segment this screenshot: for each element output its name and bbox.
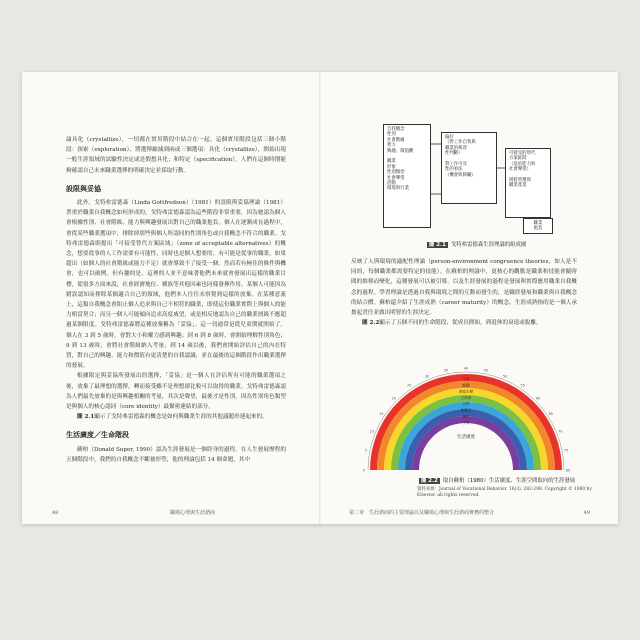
right-para-1: 反映了人與環境的適配性理論（person-environment congruence theories，如人是不同的，每個職業都需要特定的技能）。在蘇柏的理論中，更核心的觀點是職業和技能會隨時間的推移而變化，這種發展可以被引導，以及生涯發展的過程是發展與實際應用職業自我概念的過程。學習理論是透過自我與環境之間的互動而發生的，是職涯發展和職業與自我概念的結合體。蘇柏還介紹了生涯成熟（career maturity）的概念。生涯成熟指的是一個人承擔起責任並做出明智的生涯決定。 xyxy=(351,259,577,317)
self-concept-box: 自我概念 性別 社會階級 智力 興趣、價值觀 職業 形象 性別類型 社會聲望 活動 環境與行業 xyxy=(383,124,431,228)
left-para-5: 蘇柏（Donald Super, 1990）認為生涯發展是一個終身的過程，在人生發展歷程的五個階段中，我們的自我概念不斷被形塑，他的理論包括 14 個命題，其中 xyxy=(66,446,286,463)
age-tick-label: 30 xyxy=(424,374,430,379)
age-tick-label: 80 xyxy=(565,468,571,473)
age-tick-label: 15 xyxy=(379,411,384,416)
figure-2-2-source: 資料來源：Journal of Vocational Behavior, 16(3), 282-298. Copyright © 1980 by Elsevier, all rights reserved. xyxy=(417,487,592,498)
age-tick-label: 75 xyxy=(563,448,569,453)
age-tick-label: 70 xyxy=(558,429,563,434)
age-tick-label: 10 xyxy=(369,429,374,434)
figure-2-2-label: 圖 2.2 xyxy=(421,478,438,484)
right-running-head: 第二章 生涯諮商的主要理論以及職場心理與生涯諮商實務的整合 xyxy=(349,510,495,516)
right-para-2 xyxy=(351,318,577,328)
left-para-4-text: 顯示了戈特弗雷德森的概念是如何與職業生涯的其他議題串連起來的。 xyxy=(94,414,268,421)
figure-2-2-caption xyxy=(419,476,575,484)
figure-2-2-caption-text: 取自蘇柏（1980）生活廣度、生涯空間取向的生涯發展 xyxy=(442,478,576,484)
preferences-box: 偏好 （對工作自我與 職業的相容 性判斷） 對工作可及 性的看法 （機會與障礙） xyxy=(441,132,497,204)
role-label: 家庭主婦 xyxy=(458,389,474,394)
figure-2-1-label: 圖 2.1 xyxy=(429,242,446,248)
figure-ref-2-1[interactable]: 圖 2.1 xyxy=(77,414,95,421)
left-para-2: 此外，戈特弗雷德森（Linda Gottfredson）（1981）的設限與妥協理論（1981）著重於職業自我概念如何形成的。戈特弗雷德森認為這些階段非常重要，因為她認為個人會根據性別、社會階級、能力與興趣發展出對自己的職業抱負。個人在逐漸成長過程中，會從某些職業選項中，排除掉那些與個人所認同的性別角色或自我概念不符合的職業。戈特弗雷德森則提出「可接受替代方案區域」（zone of acceptable alternatives）的概念，想要從事的人工作需要有可能性，同時也是個人想要的、有可能是從事的職業，如果超出（如個人的社會階級或能力不足）就會導致不了接受一個。然而若有極佳的條件與機會，也可以破例。但有趣的是，這裡的人並不意味著他們未來就會發展出這樣的職業目標，從很多方面來說，社會經濟地位、種族等其他因素也同樣發揮作用。某個人可能因為錯誤認知而排除某個適合自己的領域，他們本人往往未察覺到這樣的放棄。在某種意義上，這類自我概念會阻止個人追求與自己不相符的職業，即使這份職業實際上與個人的能力相當契合；而另一個人可能傾向追求高度威望，或是相反地認為自己的職業層級不應超過某個限度。戈特弗雷德森將這種放棄稱為「妥協」。這一切通常是從兒童期就開始了。個人在 3 到 5 歲時，會對大小和權力感到興趣；到 6 到 8 歲時，會開始理解性別角色；9 到 13 歲時，會將社會階級納入考量；到 14 歲以後，我們會開始評估自己的內在特質，對自己的興趣、能力和價值有更清楚的自我認識，並在最後的這個階段作出職業選擇的發展。 xyxy=(66,200,286,370)
figure-ref-2-2[interactable]: 圖 2.2 xyxy=(362,320,380,327)
role-label: 工作者 xyxy=(460,395,472,400)
role-label: 父母 xyxy=(462,377,470,381)
role-label: 子女 xyxy=(462,421,470,426)
right-para-2-text: 顯示了五個不同的生命階段，從成長開始，到退休的衰退或脫離。 xyxy=(379,320,542,327)
age-tick-label: 40 xyxy=(463,366,469,371)
role-label: 學生 xyxy=(462,414,470,419)
age-tick-label: 25 xyxy=(407,383,412,388)
alternatives-box: 可接受的替代 方案區間 （基於能力與 社會聲望） 則將替選與 職業產業 xyxy=(505,148,551,218)
figure-2-1-caption xyxy=(427,240,526,248)
figure-2-1-arrows xyxy=(383,124,573,236)
right-folio-number: 49 xyxy=(583,510,590,516)
age-tick-label: 50 xyxy=(502,374,508,379)
age-tick-label: 65 xyxy=(548,411,553,416)
left-page-body xyxy=(66,135,286,465)
age-tick-label: 35 xyxy=(443,368,449,373)
age-tick-label: 45 xyxy=(483,368,489,373)
role-label: 休閒者 xyxy=(460,408,472,413)
figure-2-2-rainbow xyxy=(361,366,571,474)
age-tick-label: 55 xyxy=(520,383,525,388)
left-para-1: 論具化（crystallize），一切都在實用階段中結合在一起。這個實用階段包括三個小階段：探索（exploration）、將選擇縮減到兩或三個選項：具化（crystallize），開始出現一般生涯領域的試驗性決定或是假想具化；和特定（specification），人們在這個時期能夠確認自己未來職業選擇的明確決定並採取行動。 xyxy=(66,137,286,174)
age-tick-label: 20 xyxy=(391,396,397,401)
heading-limits-compromise: 設限與妥協 xyxy=(66,184,101,193)
age-tick-label: 0 xyxy=(362,468,366,473)
age-tick-label: 60 xyxy=(535,396,541,401)
role-label: 公民 xyxy=(462,402,470,407)
role-label: 配偶 xyxy=(462,383,470,388)
heading-life-span: 生活廣度／生命階段 xyxy=(66,431,129,440)
book-spread xyxy=(22,72,618,524)
figure-2-1-diagram xyxy=(383,124,573,232)
left-para-3: 根據限定與妥協所發展出的選擇，「妥協」是一個人在評估所有可能的職業選項之後，放棄了最理想的選擇，轉而接受雖不是理想卻比較可以取得的職業。戈特弗雷德森認為人們最先放棄的是與興趣相關的考量，其次是聲望，最後才是性別。因為性別角色類型是與個人的核心認同（core identity）最緊密連結的部分。 xyxy=(66,373,286,411)
left-page xyxy=(22,72,319,524)
age-tick-label: 5 xyxy=(364,448,368,453)
life-span-center-label: 生活廣度 xyxy=(456,435,476,440)
right-page xyxy=(321,72,618,524)
right-page-body xyxy=(351,257,577,328)
left-running-head: 職場心理與生涯諮商 xyxy=(170,510,216,516)
left-folio-number: 48 xyxy=(52,510,59,516)
left-para-4 xyxy=(66,412,286,422)
aspiration-box: 職業 抱負 xyxy=(523,218,553,234)
figure-2-1-caption-text: 戈特弗雷德森生涯理論的組成圖 xyxy=(450,242,527,248)
